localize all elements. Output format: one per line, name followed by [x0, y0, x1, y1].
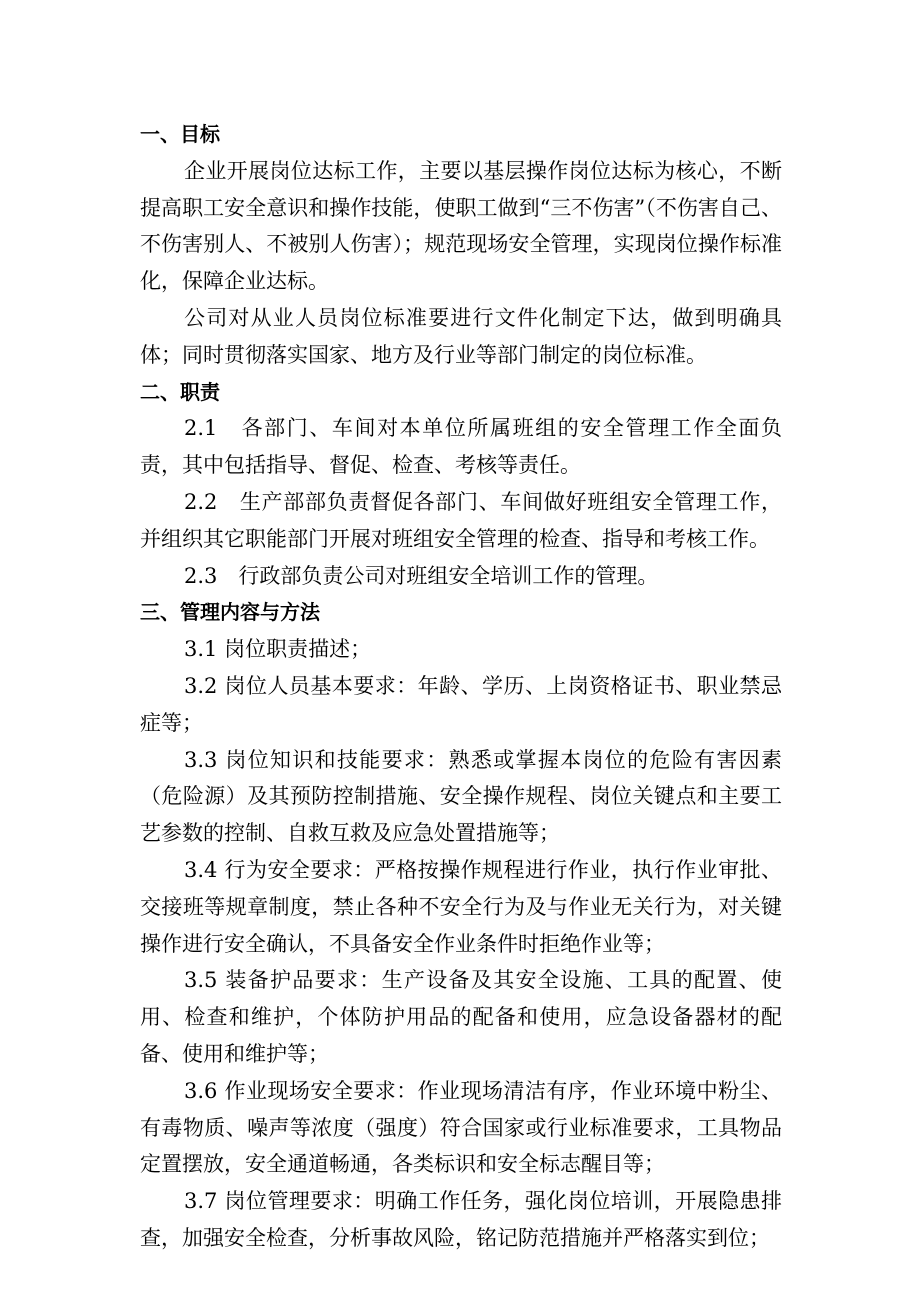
- management-item-3-1: 3.1 岗位职责描述；: [184, 637, 372, 662]
- section-heading-goal: 一、目标: [140, 122, 220, 146]
- duty-item-2-2: 2.2 生产部部负责督促各部门、车间做好班组安全管理工作，并组织其它职能部门开展对班组安全管理的检查、指导和考核工作。: [140, 489, 782, 551]
- duty-item-2-1: 2.1 各部门、车间对本单位所属班组的安全管理工作全面负责，其中包括指导、督促、检查、考核等责任。: [140, 416, 782, 478]
- management-item-3-4: 3.4 行为安全要求：严格按操作规程进行作业，执行作业审批、交接班等规章制度，禁止各种不安全行为及与作业无关行为，对关键操作进行安全确认，不具备安全作业条件时拒绝作业等；: [140, 857, 782, 956]
- goal-paragraph-1: 企业开展岗位达标工作，主要以基层操作岗位达标为核心，不断提高职工安全意识和操作技能，使职工做到“三不伤害”（不伤害自己、不伤害别人、不被别人伤害）；规范现场安全管理，实现岗位操作标准化，保障企业达标。: [140, 158, 782, 294]
- management-item-3-2: 3.2 岗位人员基本要求：年龄、学历、上岗资格证书、职业禁忌症等；: [140, 673, 782, 735]
- goal-paragraph-2: 公司对从业人员岗位标准要进行文件化制定下达，做到明确具体；同时贯彻落实国家、地方及行业等部门制定的岗位标准。: [140, 305, 782, 367]
- management-item-3-5: 3.5 装备护品要求：生产设备及其安全设施、工具的配置、使用、检查和维护，个体防护用品的配备和使用，应急设备器材的配备、使用和维护等；: [140, 968, 782, 1066]
- management-item-3-7: 3.7 岗位管理要求：明确工作任务，强化岗位培训，开展隐患排查，加强安全检查，分析事故风险，铭记防范措施并严格落实到位；: [140, 1189, 782, 1250]
- duty-item-2-3: 2.3 行政部负责公司对班组安全培训工作的管理。: [184, 563, 659, 588]
- document-body: [140, 116, 782, 1257]
- management-item-3-6: 3.6 作业现场安全要求：作业现场清洁有序，作业环境中粉尘、有毒物质、噪声等浓度（强度）符合国家或行业标准要求，工具物品定置摆放，安全通道畅通，各类标识和安全标志醒目等；: [140, 1078, 782, 1177]
- section-heading-management: 三、管理内容与方法: [140, 600, 320, 625]
- management-item-3-3: 3.3 岗位知识和技能要求：熟悉或掌握本岗位的危险有害因素（危险源）及其预防控制措施、安全操作规程、岗位关键点和主要工艺参数的控制、自救互救及应急处置措施等；: [140, 747, 782, 846]
- section-heading-duties: 二、职责: [140, 379, 220, 404]
